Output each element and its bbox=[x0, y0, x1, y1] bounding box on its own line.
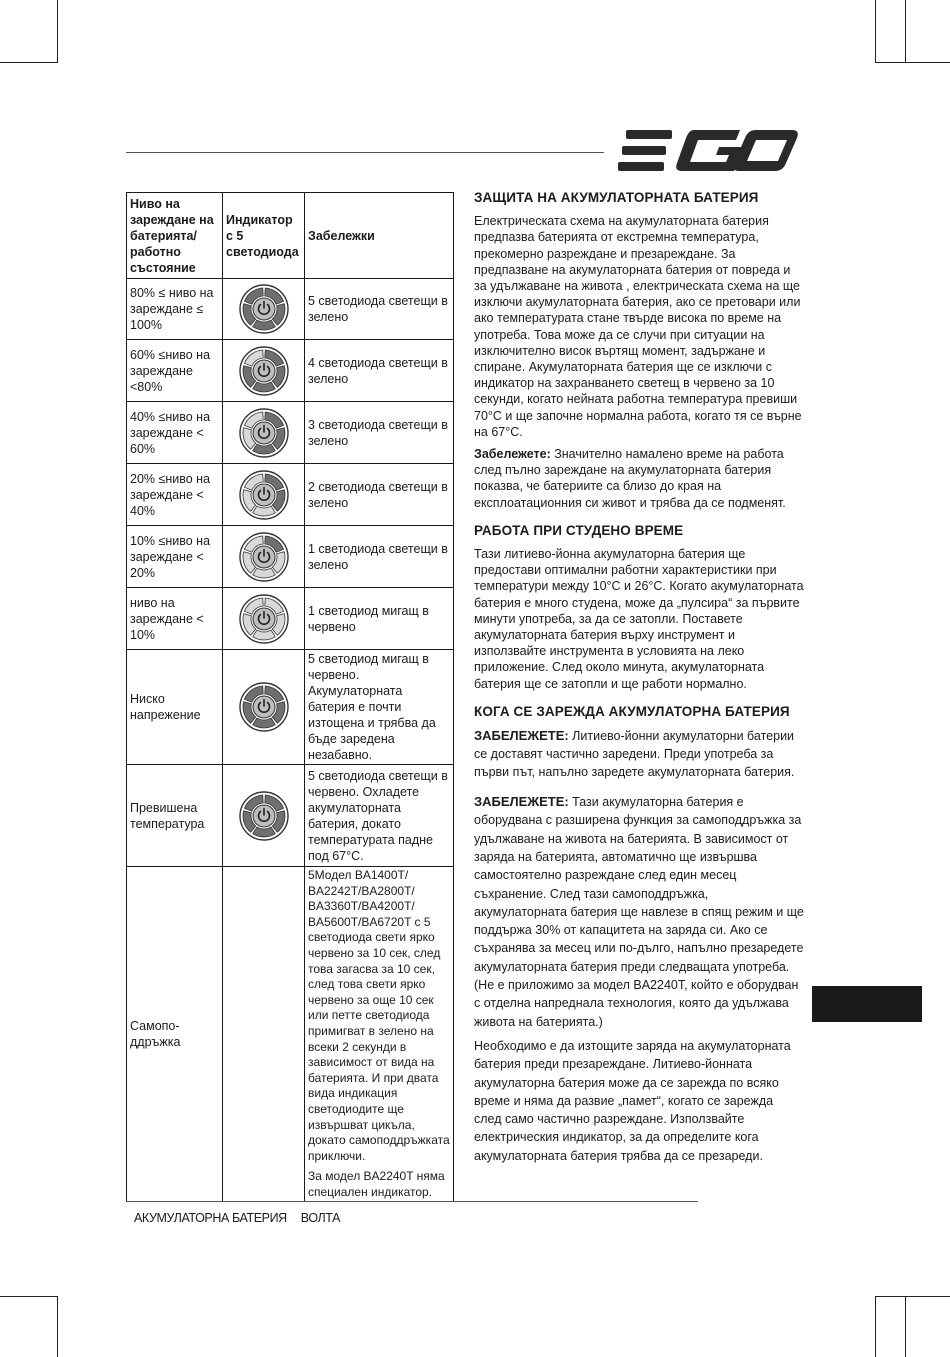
right-column bbox=[474, 190, 804, 1171]
crop-mark bbox=[875, 0, 876, 62]
table-row bbox=[127, 765, 454, 867]
table-row bbox=[127, 526, 454, 588]
note-cell: 4 светодиода светещи в зелено bbox=[305, 340, 454, 402]
led-cell bbox=[223, 765, 305, 867]
table-row bbox=[127, 464, 454, 526]
page-tab-marker bbox=[812, 986, 922, 1022]
battery-indicator-icon bbox=[238, 469, 290, 521]
battery-indicator-icon bbox=[238, 790, 290, 842]
note-label: Забележете: bbox=[474, 447, 551, 462]
crop-mark bbox=[905, 1296, 906, 1357]
battery-indicator-icon bbox=[238, 531, 290, 583]
led-cell bbox=[223, 279, 305, 340]
header-level: Ниво на зареждане на батерията/ работно състояние bbox=[127, 193, 223, 279]
table-header-row bbox=[127, 193, 454, 279]
footer-rule bbox=[126, 1201, 698, 1202]
cold-weather-text: Тази литиево-йонна акумулаторна батерия ще предостави оптимални работни характеристики при температури между 10°C и 26°C. Когато акумулаторната батерия е много студена, може да „пулсира“ за първите минути употреба, за да се затопли. Поставете акумулаторната батерия върху инструмент и използвайте инструмента в условията на леко приложение. След около минута, акумулаторната батерия ще се затопли и ще работи нормално. bbox=[474, 547, 804, 691]
crop-mark bbox=[0, 1296, 58, 1297]
protection-title: ЗАЩИТА НА АКУМУЛАТОРНАТА БАТЕРИЯ bbox=[474, 190, 759, 205]
note-cell: 5 светодиод мигащ в червено. Акумулаторната батерия е почти изтощена и трябва да бъде заредена незабавно. bbox=[305, 650, 454, 765]
charge-note-1 bbox=[474, 727, 804, 781]
level-cell: Самопо-ддръжка bbox=[127, 867, 223, 1202]
crop-mark bbox=[57, 0, 58, 62]
level-cell: 20% ≤ниво на зареждане < 40% bbox=[127, 464, 223, 526]
level-cell: 60% ≤ниво на зареждане <80% bbox=[127, 340, 223, 402]
charge-note-2 bbox=[474, 793, 804, 1031]
crop-mark bbox=[875, 1296, 950, 1297]
crop-mark bbox=[875, 62, 950, 63]
note-cell: 5 светодиода светещи в червено. Охладете акумулаторната батерия, докато температурата падне под 67°C. bbox=[305, 765, 454, 867]
table-row bbox=[127, 588, 454, 650]
note-cell bbox=[305, 867, 454, 1202]
note-label: ЗАБЕЛЕЖЕТЕ: bbox=[474, 794, 569, 810]
led-cell bbox=[223, 650, 305, 765]
note-cell: 3 светодиода светещи в зелено bbox=[305, 402, 454, 464]
ego-logo bbox=[618, 128, 800, 174]
protection-note bbox=[474, 446, 804, 511]
battery-indicator-icon bbox=[238, 593, 290, 645]
note-cell: 1 светодиода светещи в зелено bbox=[305, 526, 454, 588]
table-row bbox=[127, 402, 454, 464]
level-cell: ниво на зареждане < 10% bbox=[127, 588, 223, 650]
charge-level-table bbox=[126, 192, 454, 1202]
battery-indicator-icon bbox=[238, 283, 290, 335]
header-indicator: Индикатор с 5 светодиода bbox=[223, 193, 305, 279]
led-cell bbox=[223, 464, 305, 526]
ba2240t-note: За модел BA2240T няма специален индикатор. bbox=[308, 1169, 445, 1199]
level-cell: 80% ≤ ниво на зареждане ≤ 100% bbox=[127, 279, 223, 340]
self-maintenance-note: 5Модел BA1400T/ BA2242T/BA2800T/ BA3360T/BA4200T/ BA5600T/BA6720T с 5 светодиода свети ярко червено за 10 сек, след това загасва за 10 сек, след това свети ярко червено за още 10 сек или петте светодиода примигват в зелено на всеки 2 секунди в зависимост от вида на батерията. И при двата вида индикация светодиодите ще извършват цикъла, докато самоподдръжката приключи. bbox=[308, 868, 450, 1163]
header-notes: Забележки bbox=[305, 193, 454, 279]
note-text: Значително намалено време на работа след пълно зареждане на акумулаторната батерия показва, че батериите са близо до края на експлоатационния си живот и трябва да се подменят. bbox=[474, 447, 786, 510]
battery-indicator-icon bbox=[238, 345, 290, 397]
note-cell: 5 светодиода светещи в зелено bbox=[305, 279, 454, 340]
battery-indicator-icon bbox=[238, 407, 290, 459]
charge-text: Необходимо е да изтощите заряда на акумулаторната батерия преди презареждане. Литиево-йонната акумулаторна батерия може да се зарежда по всяко време и няма да развие „памет“, когато се зарежда след само частично разреждане. Използвайте електрическия индикатор, за да определите кога акумулаторната батерия трябва да се презареди. bbox=[474, 1038, 791, 1163]
note-text: Литиево-йонни акумулаторни батерии се доставят частично заредени. Преди употреба за първи път, напълно заредете акумулаторната батерия. bbox=[474, 729, 795, 780]
cold-weather-title: РАБОТА ПРИ СТУДЕНО ВРЕМЕ bbox=[474, 522, 684, 538]
led-cell bbox=[223, 340, 305, 402]
level-cell: Ниско напрежение bbox=[127, 650, 223, 765]
led-cell bbox=[223, 402, 305, 464]
level-cell: Превишена температура bbox=[127, 765, 223, 867]
crop-mark bbox=[57, 1296, 58, 1357]
table-row bbox=[127, 340, 454, 402]
battery-indicator-icon bbox=[238, 681, 290, 733]
crop-mark bbox=[0, 62, 58, 63]
note-text: Тази акумулаторна батерия е оборудвана с разширена функция за самоподдръжка за удължаване на живота на батерията. В зависимост от заряда на батерията, автоматично ще извършва самостоятелно разреждане след един месец съхранение. След тази самоподдръжка, акумулаторната батерия ще навлезе в спящ режим и ще поддържа 30% от капацитета на заряда си. Ако се съхранява за месец или по-дълго, напълно презаредете акумулаторната батерия преди следващата употреба. (Не е приложимо за модел BA2240T, който е оборудван с отделна напреднала технология, която да удължава живота на батерията.) bbox=[474, 795, 804, 1029]
crop-mark bbox=[905, 0, 906, 62]
footer-product: АКУМУЛАТОРНА БАТЕРИЯ bbox=[134, 1211, 287, 1225]
table-row bbox=[127, 279, 454, 340]
table-row bbox=[127, 650, 454, 765]
when-to-charge-title: КОГА СЕ ЗАРЕЖДА АКУМУЛАТОРНА БАТЕРИЯ bbox=[474, 703, 790, 719]
led-cell bbox=[223, 588, 305, 650]
protection-text: Електрическата схема на акумулаторната батерия предпазва батерията от екстремна температура, прекомерно разреждане и презареждане. За предпазване на акумулаторната батерия от повреда и за удължаване на живота , електрическата схема на ще изключи акумулаторната батерия, ако се претовари или ако температурата стане твърде висока по време на употреба. Това може да се случи при ситуации на изключително висок въртящ момент, задържане и спиране. Акумулаторната батерия ще се изключи с индикатор на захранването светещ в червено за 10 секунди, когато нейната работна температура превиши 70°C и ще започне нормална работа, когато тя се върне на 67°C. bbox=[474, 214, 802, 439]
note-cell: 1 светодиод мигащ в червено bbox=[305, 588, 454, 650]
note-cell: 2 светодиода светещи в зелено bbox=[305, 464, 454, 526]
crop-mark bbox=[875, 1296, 876, 1357]
level-cell: 40% ≤ниво на зареждане < 60% bbox=[127, 402, 223, 464]
note-label: ЗАБЕЛЕЖЕТЕ: bbox=[474, 728, 569, 744]
footer-voltage: ВОЛТА bbox=[300, 1211, 341, 1225]
footer bbox=[134, 1211, 354, 1225]
table-row bbox=[127, 867, 454, 1202]
level-cell: 10% ≤ниво на зареждане < 20% bbox=[127, 526, 223, 588]
header-rule bbox=[126, 152, 604, 153]
led-cell bbox=[223, 526, 305, 588]
led-cell-empty bbox=[223, 867, 305, 1202]
